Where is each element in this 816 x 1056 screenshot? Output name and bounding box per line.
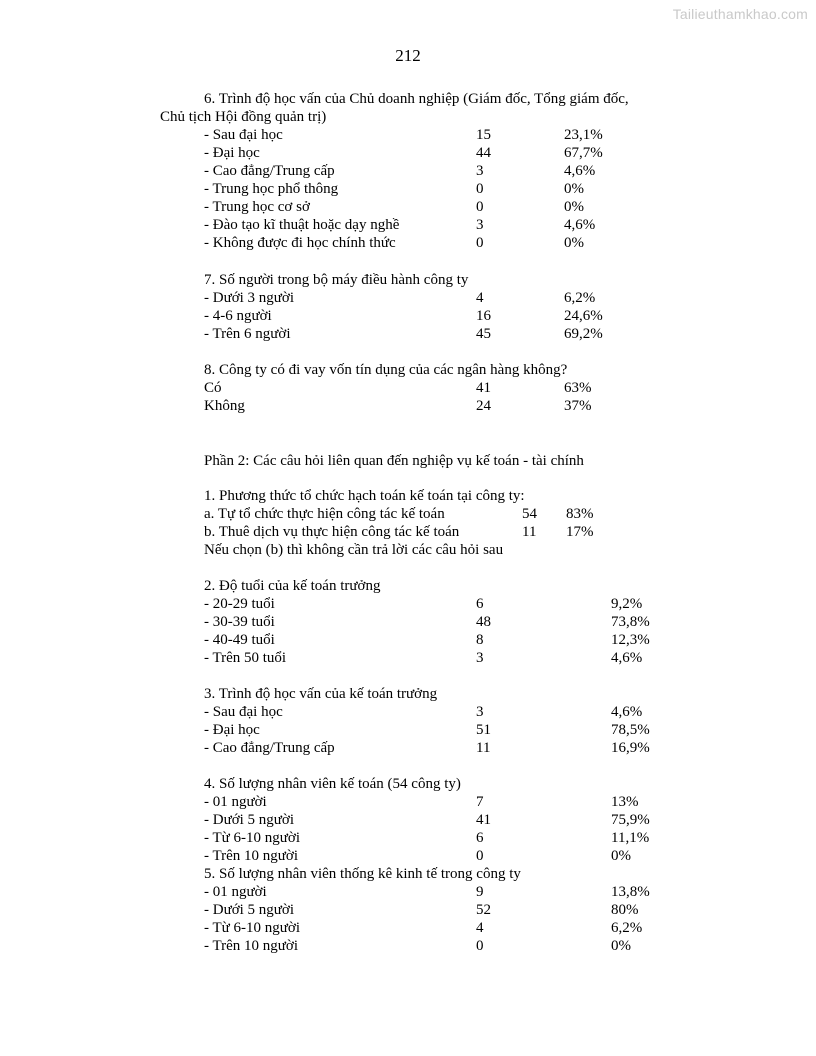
p2q1-title: 1. Phương thức tổ chức hạch toán kế toán tại công ty: [204,488,525,504]
row-count: 54 [522,506,537,522]
row-count: 0 [476,181,484,197]
row-percent: 12,3% [611,632,650,648]
row-count: 4 [476,290,484,306]
row-label: - 01 người [204,794,267,810]
row-label: - Đại học [204,145,260,161]
row-label: - Trung học phổ thông [204,181,339,197]
row-label: - Trên 10 người [204,938,298,954]
row-percent: 78,5% [611,722,650,738]
row-percent: 75,9% [611,812,650,828]
row-count: 15 [476,127,491,143]
row-percent: 4,6% [564,163,596,179]
row-count: 9 [476,884,484,900]
row-label: - 4-6 người [204,308,272,324]
row-count: 0 [476,848,484,864]
row-label: - Dưới 5 người [204,902,295,918]
row-percent: 16,9% [611,740,650,756]
row-percent: 4,6% [611,650,643,666]
row-percent: 23,1% [564,127,603,143]
row-count: 41 [476,380,491,396]
q6-title-line-1: 6. Trình độ học vấn của Chủ doanh nghiệp (Giám đốc, Tổng giám đốc, [204,91,629,107]
row-label: - Từ 6-10 người [204,920,300,936]
row-percent: 9,2% [611,596,643,612]
row-percent: 13,8% [611,884,650,900]
row-percent: 80% [611,902,639,918]
row-count: 0 [476,235,484,251]
row-label: - Cao đẳng/Trung cấp [204,163,335,179]
page-number: 212 [395,46,421,65]
p2q3-title: 3. Trình độ học vấn của kế toán trưởng [204,686,438,702]
part2-title: Phần 2: Các câu hỏi liên quan đến nghiệp vụ kế toán - tài chính [204,453,584,469]
row-count: 41 [476,812,491,828]
row-count: 44 [476,145,491,161]
row-percent: 6,2% [564,290,596,306]
row-percent: 24,6% [564,308,603,324]
row-label: b. Thuê dịch vụ thực hiện công tác kế toán [204,524,460,540]
row-percent: 73,8% [611,614,650,630]
row-label: - Dưới 5 người [204,812,295,828]
row-label: Không [204,398,245,414]
row-percent: 6,2% [611,920,643,936]
q7-title: 7. Số người trong bộ máy điều hành công ty [204,272,469,288]
row-count: 16 [476,308,491,324]
q8-title: 8. Công ty có đi vay vốn tín dụng của các ngân hàng không? [204,362,568,378]
row-count: 3 [476,704,484,720]
row-label: - Trung học cơ sở [204,199,310,215]
row-label: - Sau đại học [204,127,283,143]
row-count: 8 [476,632,484,648]
row-count: 7 [476,794,484,810]
row-count: 48 [476,614,491,630]
row-label: Có [204,380,222,396]
row-percent: 0% [564,181,584,197]
p2q5-title: 5. Số lượng nhân viên thống kê kinh tế trong công ty [204,866,521,882]
row-count: 0 [476,938,484,954]
p2q2-title: 2. Độ tuổi của kế toán trưởng [204,578,381,594]
row-label: - Đại học [204,722,260,738]
row-count: 45 [476,326,491,342]
row-count: 0 [476,199,484,215]
row-count: 11 [476,740,491,756]
row-label: - 40-49 tuổi [204,632,275,648]
row-percent: 83% [566,506,594,522]
row-count: 52 [476,902,491,918]
row-label: - Cao đẳng/Trung cấp [204,740,335,756]
row-percent: 67,7% [564,145,603,161]
row-percent: 0% [564,199,584,215]
row-percent: 37% [564,398,592,414]
row-label: - Trên 50 tuổi [204,650,287,666]
row-label: a. Tự tổ chức thực hiện công tác kế toán [204,506,445,522]
row-percent: 17% [566,524,594,540]
row-count: 3 [476,217,484,233]
watermark: Tailieuthamkhao.com [672,6,808,22]
row-label: - 30-39 tuổi [204,614,275,630]
row-count: 6 [476,830,484,846]
p2q4-title: 4. Số lượng nhân viên kế toán (54 công ty) [204,776,461,792]
row-label: - Đào tạo kĩ thuật hoặc dạy nghề [204,217,400,233]
row-count: 6 [476,596,484,612]
row-percent: 0% [564,235,584,251]
row-count: 3 [476,163,484,179]
row-percent: 4,6% [611,704,643,720]
row-percent: 4,6% [564,217,596,233]
q6-title-line-2: Chủ tịch Hội đồng quản trị) [160,109,327,125]
row-label: - Dưới 3 người [204,290,295,306]
row-percent: 0% [611,848,631,864]
row-count: 4 [476,920,484,936]
row-percent: 13% [611,794,639,810]
row-percent: 63% [564,380,592,396]
row-label: - Từ 6-10 người [204,830,300,846]
row-label: - Trên 10 người [204,848,298,864]
row-label: - Không được đi học chính thức [204,235,396,251]
row-label: - Trên 6 người [204,326,291,342]
p2q1-note: Nếu chọn (b) thì không cần trả lời các câu hỏi sau [204,542,504,558]
row-label: - 20-29 tuổi [204,596,275,612]
row-label: - 01 người [204,884,267,900]
row-count: 11 [522,524,537,540]
row-percent: 0% [611,938,631,954]
row-count: 51 [476,722,491,738]
row-percent: 11,1% [611,830,650,846]
row-count: 24 [476,398,491,414]
row-label: - Sau đại học [204,704,283,720]
row-percent: 69,2% [564,326,603,342]
row-count: 3 [476,650,484,666]
